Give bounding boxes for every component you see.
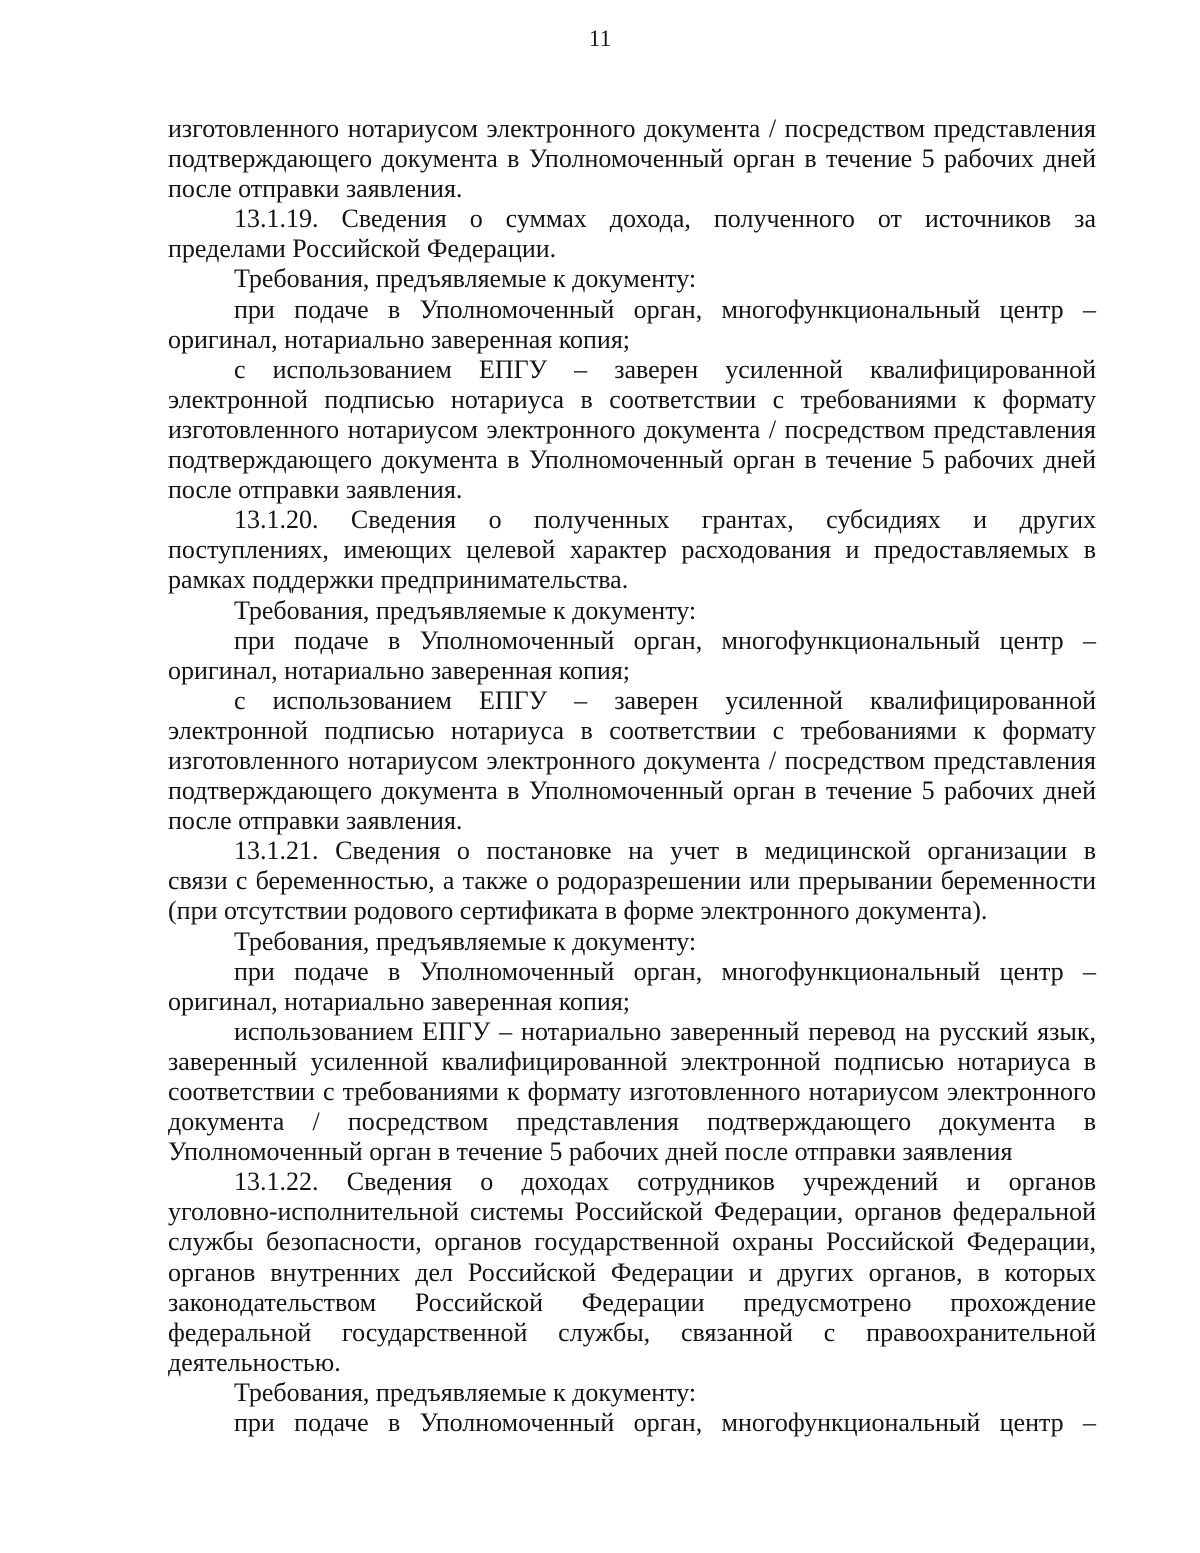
text-line: при подаче в Уполномоченный орган, многофункциональный центр –	[234, 294, 1096, 324]
text-line: законодательством Российской Федерации предусмотрено прохождение	[168, 1287, 1096, 1317]
text-line: подтверждающего документа в Уполномоченный орган в течение 5 рабочих дней	[168, 445, 1096, 475]
text-line: Требования, предъявляемые к документу:	[234, 595, 697, 625]
text-line: органов внутренних дел Российской Федерации и других органов, в которых	[168, 1257, 1096, 1287]
text-line: рамках поддержки предпринимательства.	[168, 565, 629, 595]
text-line: федеральной государственной службы, связанной с правоохранительной	[168, 1317, 1096, 1347]
text-line: 13.1.21. Сведения о постановке на учет в медицинской организации в	[234, 836, 1096, 866]
text-line: изготовленного нотариусом электронного документа / посредством представления	[168, 414, 1096, 444]
text-line: Уполномоченный орган в течение 5 рабочих дней после отправки заявления	[168, 1137, 1013, 1167]
text-line: при подаче в Уполномоченный орган, многофункциональный центр –	[234, 625, 1096, 655]
text-line: уголовно-исполнительной системы Российской Федерации, органов федеральной	[168, 1197, 1096, 1227]
text-line: при подаче в Уполномоченный орган, многофункциональный центр –	[234, 956, 1096, 986]
text-line: деятельностью.	[168, 1347, 341, 1377]
text-line: оригинал, нотариально заверенная копия;	[168, 986, 631, 1016]
text-line: подтверждающего документа в Уполномоченный орган в течение 5 рабочих дней	[168, 144, 1096, 174]
text-line: связи с беременностью, а также о родоразрешении или прерывании беременности	[168, 866, 1096, 896]
text-line: использованием ЕПГУ – нотариально заверенный перевод на русский язык,	[234, 1016, 1096, 1046]
page-number: 11	[588, 26, 612, 51]
text-line: подтверждающего документа в Уполномоченный орган в течение 5 рабочих дней	[168, 776, 1096, 806]
text-line: с использованием ЕПГУ – заверен усиленной квалифицированной	[234, 685, 1096, 715]
text-line: заверенный усиленной квалифицированной электронной подписью нотариуса в	[168, 1046, 1096, 1076]
text-line: оригинал, нотариально заверенная копия;	[168, 655, 631, 685]
text-line: электронной подписью нотариуса в соответствии с требованиями к формату	[168, 384, 1096, 414]
text-line: Требования, предъявляемые к документу:	[234, 1377, 697, 1407]
text-line: службы безопасности, органов государственной охраны Российской Федерации,	[168, 1227, 1096, 1257]
text-line: после отправки заявления.	[168, 806, 463, 836]
text-line: с использованием ЕПГУ – заверен усиленной квалифицированной	[234, 354, 1096, 384]
text-line: изготовленного нотариусом электронного документа / посредством представления	[168, 745, 1096, 775]
text-line: Требования, предъявляемые к документу:	[234, 926, 697, 956]
text-line: 13.1.19. Сведения о суммах дохода, полученного от источников за	[234, 204, 1096, 234]
text-line: документа / посредством представления подтверждающего документа в	[168, 1107, 1096, 1137]
text-line: при подаче в Уполномоченный орган, многофункциональный центр –	[234, 1408, 1096, 1438]
text-line: Требования, предъявляемые к документу:	[234, 264, 697, 294]
text-line: после отправки заявления.	[168, 174, 463, 204]
text-line: пределами Российской Федерации.	[168, 234, 557, 264]
text-line: после отправки заявления.	[168, 475, 463, 505]
text-line: оригинал, нотариально заверенная копия;	[168, 324, 631, 354]
text-line: поступлениях, имеющих целевой характер расходования и предоставляемых в	[168, 535, 1096, 565]
text-line: (при отсутствии родового сертификата в форме электронного документа).	[168, 896, 988, 926]
text-line: 13.1.22. Сведения о доходах сотрудников учреждений и органов	[234, 1167, 1096, 1197]
text-line: изготовленного нотариусом электронного документа / посредством представления	[168, 114, 1096, 143]
text-line: электронной подписью нотариуса в соответствии с требованиями к формату	[168, 715, 1096, 745]
text-line: 13.1.20. Сведения о полученных грантах, субсидиях и других	[234, 505, 1096, 535]
text-line: соответствии с требованиями к формату изготовленного нотариусом электронного	[168, 1077, 1096, 1106]
document-body	[168, 114, 1096, 1438]
